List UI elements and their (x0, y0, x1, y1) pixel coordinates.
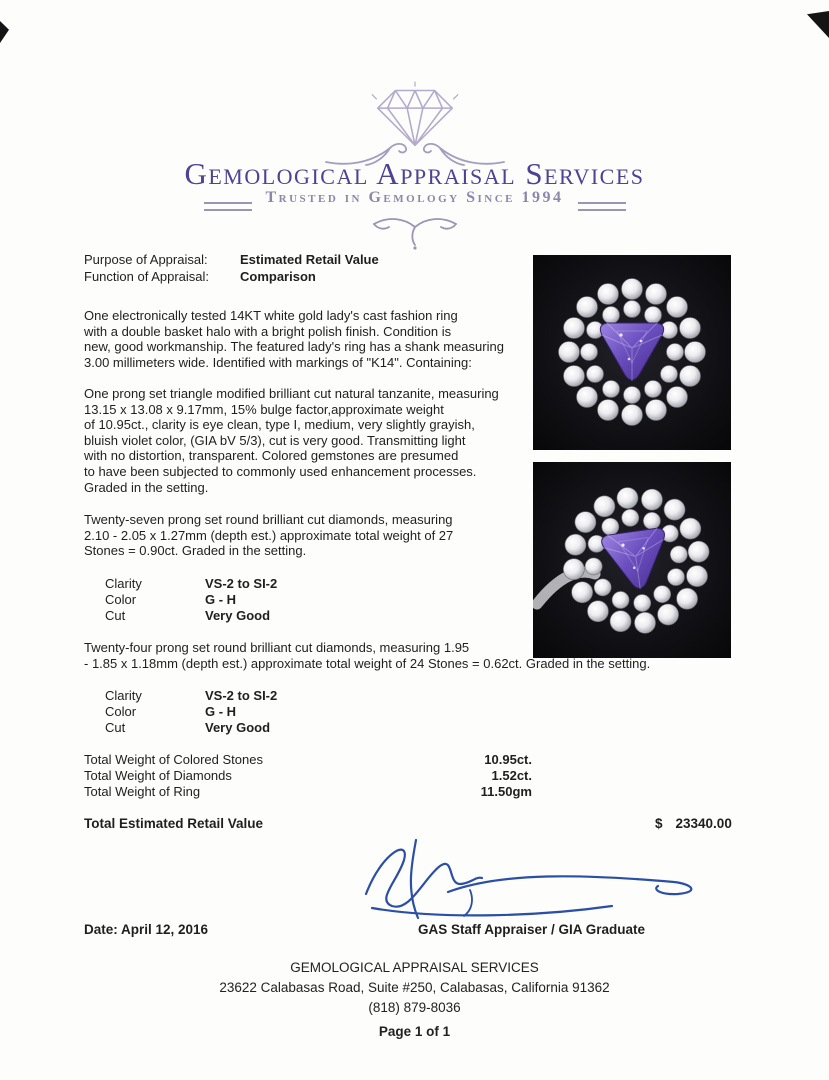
text-line: One electronically tested 14KT white gold lady's cast fashion ring (84, 308, 458, 323)
grade-label: Cut (105, 608, 126, 624)
grade-label: Clarity (105, 576, 142, 591)
paragraph-ring-description (84, 308, 744, 370)
total-label: Total Weight of Ring (84, 783, 201, 799)
function-row (84, 269, 379, 286)
text-line: - 1.85 x 1.18mm (depth est.) approximate total weight of 24 Stones = 0.62ct. Graded in the setting. (84, 655, 651, 671)
purpose-label: Purpose of Appraisal: (84, 252, 208, 267)
date-label: Date: April 12, 2016 (84, 922, 209, 937)
header-bottom-flourish-icon (368, 214, 462, 250)
text-line: to have been subjected to commonly used enhancement processes. (84, 463, 477, 479)
grade-value: Very Good (205, 608, 271, 624)
text-line: Twenty-seven prong set round brilliant cut diamonds, measuring (84, 512, 453, 527)
company-tagline: Trusted in Gemology Since 1994 (265, 189, 564, 206)
totals-section (84, 752, 532, 799)
currency-symbol: $ (655, 816, 663, 831)
grade-row (84, 720, 277, 736)
page-number: Page 1 of 1 (378, 1024, 451, 1039)
total-value: 1.52ct. (491, 767, 532, 783)
scan-artifact-top-left (0, 21, 9, 43)
text-line: bluish violet color, (GIA bV 5/3), cut is very good. Transmitting light (84, 432, 466, 448)
total-value: 10.95ct. (484, 752, 532, 767)
text-line: Graded in the setting. (84, 479, 209, 495)
grade-row (84, 608, 277, 624)
total-label: Total Weight of Diamonds (84, 767, 232, 783)
retail-value-amount (655, 816, 732, 831)
grade-table-1 (84, 576, 277, 625)
function-value: Comparison (240, 269, 316, 284)
text-line: new, good workmanship. The featured lady's ring has a shank measuring (84, 339, 504, 355)
tagline-left-bar (204, 202, 252, 211)
footer-company: GEMOLOGICAL APPRAISAL SERVICES (290, 960, 539, 975)
text-line: 2.10 - 2.05 x 1.27mm (depth est.) approximate total weight of 27 (84, 527, 454, 543)
total-row (84, 768, 532, 784)
appraiser-title: GAS Staff Appraiser / GIA Graduate (418, 922, 646, 937)
grade-value: VS-2 to SI-2 (205, 576, 278, 591)
total-row (84, 752, 532, 768)
text-line: One prong set triangle modified brilliant cut natural tanzanite, measuring (84, 386, 499, 401)
grade-value: VS-2 to SI-2 (205, 688, 278, 703)
grade-value: G - H (205, 592, 237, 608)
text-line: 3.00 millimeters wide. Identified with markings of "K14". Containing: (84, 354, 472, 370)
grade-label: Color (105, 592, 137, 608)
retail-value-label: Total Estimated Retail Value (84, 816, 264, 831)
text-line: of 10.95ct., clarity is eye clean, type I, medium, very slightly grayish, (84, 417, 475, 433)
appraisal-meta (84, 252, 379, 286)
grade-row (84, 592, 277, 608)
text-line: with a double basket halo with a bright polish finish. Condition is (84, 323, 452, 339)
grade-value: G - H (205, 704, 237, 720)
paragraph-tanzanite-description (84, 386, 744, 495)
purpose-value: Estimated Retail Value (240, 252, 379, 267)
total-row (84, 784, 532, 800)
total-value: 11.50gm (480, 783, 532, 799)
footer-phone: (818) 879-8036 (368, 1000, 461, 1015)
footer (0, 958, 829, 1042)
grade-label: Clarity (105, 688, 142, 703)
function-label: Function of Appraisal: (84, 269, 210, 284)
grade-row (84, 688, 277, 704)
footer-address: 23622 Calabasas Road, Suite #250, Calabasas, California 91362 (219, 980, 610, 995)
purpose-row (84, 252, 379, 269)
grade-label: Cut (105, 720, 126, 736)
text-line: Twenty-four prong set round brilliant cut diamonds, measuring 1.95 (84, 640, 470, 655)
grade-value: Very Good (205, 720, 271, 736)
grade-table-2 (84, 688, 277, 737)
paragraph-diamonds-24 (84, 640, 744, 671)
retail-amount-number: 23340.00 (675, 816, 732, 831)
grade-label: Color (105, 704, 137, 720)
scan-artifact-top-right (804, 11, 829, 38)
text-line: Stones = 0.90ct. Graded in the setting. (84, 543, 307, 559)
company-title: Gemological Appraisal Services (184, 156, 645, 191)
paragraph-diamonds-27 (84, 512, 744, 559)
grade-row (84, 576, 277, 592)
text-line: 13.15 x 13.08 x 9.17mm, 15% bulge factor,approximate weight (84, 401, 444, 417)
appraiser-signature (352, 834, 714, 922)
tagline-right-bar (578, 202, 626, 211)
text-line: with no distortion, transparent. Colored gemstones are presumed (84, 448, 459, 464)
total-label: Total Weight of Colored Stones (84, 752, 263, 767)
grade-row (84, 704, 277, 720)
